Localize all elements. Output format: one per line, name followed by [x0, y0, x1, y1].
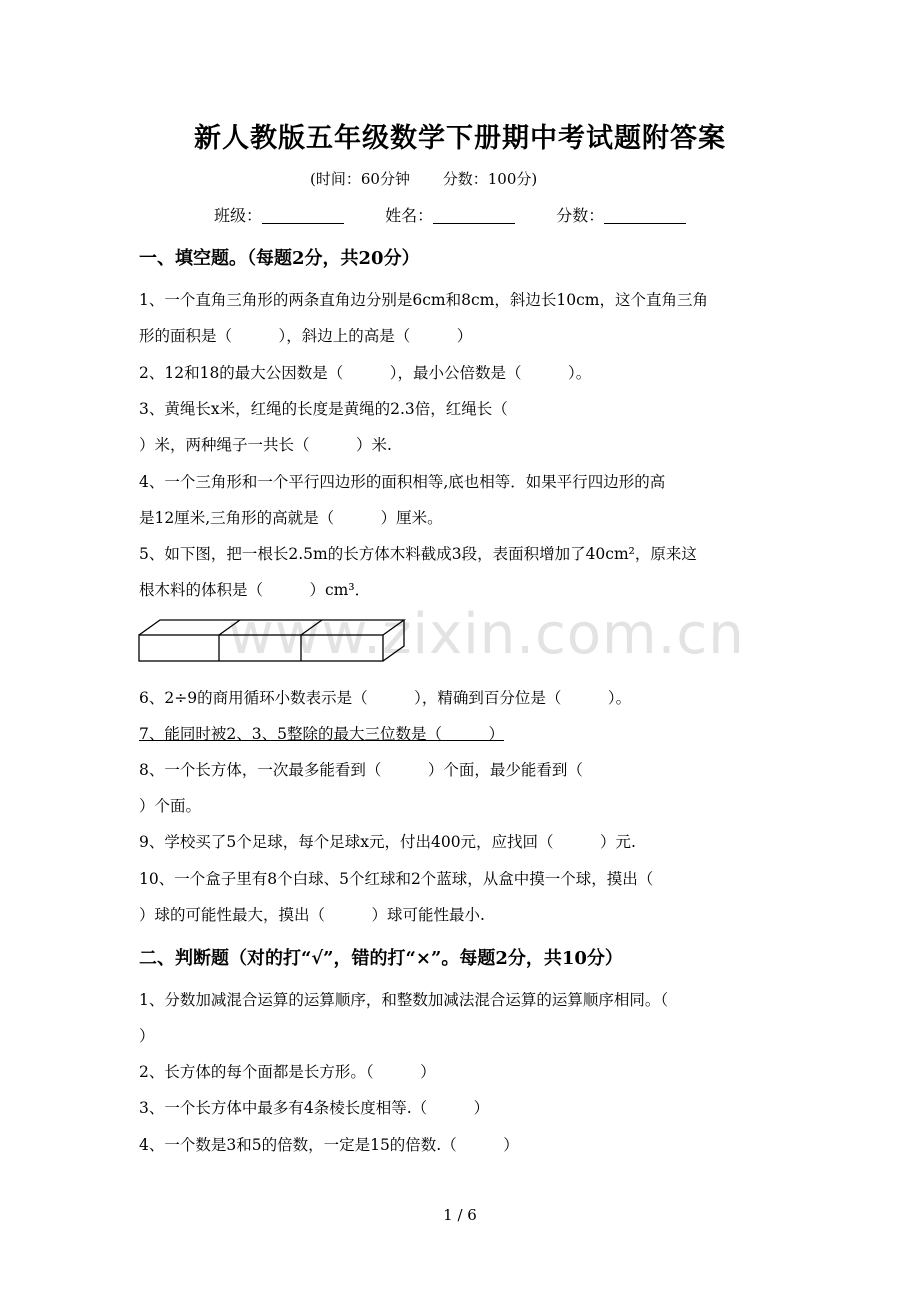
time-info: (时间：60分钟 [310, 170, 410, 188]
question-line: 4、一个数是3和5的倍数，一定是15的倍数.（ ） [139, 1136, 519, 1154]
question-line: ）米，两种绳子一共长（ ）米. [139, 436, 392, 454]
question-line: 3、一个长方体中最多有4条棱长度相等.（ ） [139, 1099, 490, 1117]
question-line: 10、一个盒子里有8个白球、5个红球和2个蓝球，从盒中摸一个球，摸出（ [139, 870, 654, 888]
cuboid-top-face [139, 620, 404, 635]
question-line: 根木料的体积是（ ）cm³． [139, 581, 371, 599]
question-line: 2、12和18的最大公因数是（ ），最小公倍数是（ ）。 [139, 364, 592, 382]
question-line: 3、黄绳长x米，红绳的长度是黄绳的2.3倍，红绳长（ [139, 400, 508, 418]
cut-line [301, 620, 322, 635]
score-label: 分数： [556, 206, 605, 225]
question-line: 1、分数加减混合运算的运算顺序，和整数加减法混合运算的运算顺序相同。（ [139, 991, 669, 1009]
score-field [556, 203, 686, 226]
section2-heading: 二、判断题（对的打“√”，错的打“×”。每题2分，共10分） [139, 948, 623, 969]
cuboid-front-face [139, 635, 383, 661]
page-number: 1 / 6 [443, 1206, 477, 1224]
question-line: ） [139, 1027, 155, 1045]
name-field [385, 203, 515, 226]
question-line: 6、2÷9的商用循环小数表示是（ ），精确到百分位是（ ）。 [139, 689, 632, 707]
class-field [214, 203, 344, 226]
class-blank[interactable] [262, 207, 344, 224]
question-line: 4、一个三角形和一个平行四边形的面积相等,底也相等．如果平行四边形的高 [139, 473, 666, 491]
question-line: 8、一个长方体，一次最多能看到（ ）个面，最少能看到（ [139, 761, 583, 779]
cuboid-side-face [383, 620, 404, 661]
class-label: 班级： [214, 206, 263, 225]
question-line: ）球的可能性最大，摸出（ ）球可能性最小. [139, 906, 485, 924]
question-line: 1、一个直角三角形的两条直角边分别是6cm和8cm，斜边长10cm，这个直角三角 [139, 291, 708, 309]
watermark: www.zixin.com.cn [228, 602, 745, 667]
name-blank[interactable] [433, 207, 515, 224]
exam-meta [310, 168, 565, 189]
cut-line [219, 620, 240, 635]
section1-heading: 一、填空题。（每题2分，共20分） [139, 248, 420, 269]
score-info: 分数：100分) [442, 170, 538, 188]
name-label: 姓名： [385, 206, 434, 225]
score-blank[interactable] [604, 207, 686, 224]
student-fields [214, 203, 722, 226]
cuboid-diagram [138, 618, 410, 666]
question-line: ）个面。 [139, 797, 202, 815]
question-line: 7、能同时被2、3、5整除的最大三位数是（ ） [139, 725, 504, 743]
page-title: 新人教版五年级数学下册期中考试题附答案 [194, 123, 726, 154]
question-line: 2、长方体的每个面都是长方形。（ ） [139, 1063, 436, 1081]
question-line: 5、如下图，把一根长2.5m的长方体木料截成3段，表面积增加了40cm²，原来这 [139, 545, 697, 563]
question-line: 9、学校买了5个足球，每个足球x元，付出400元，应找回（ ）元. [139, 833, 636, 851]
question-line: 是12厘米,三角形的高就是（ ）厘米。 [139, 509, 443, 527]
question-line: 形的面积是（ ），斜边上的高是（ ） [139, 327, 473, 345]
